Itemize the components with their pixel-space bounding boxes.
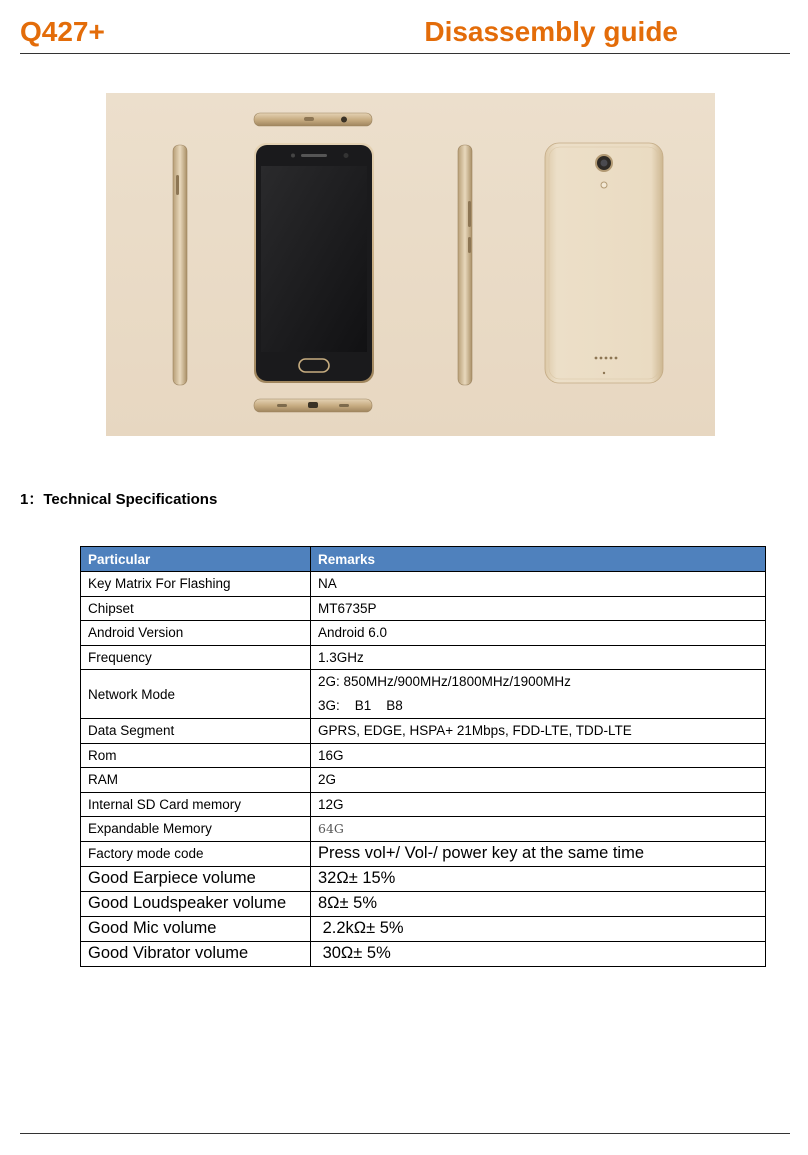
table-row	[81, 645, 766, 670]
phone-front-view	[254, 143, 374, 383]
network-3g-bands: 3G: B1 B8	[318, 698, 403, 713]
row-value: 8Ω± 5%	[311, 891, 766, 916]
section-separator: ：	[28, 491, 44, 508]
row-value: 64G	[311, 817, 766, 842]
product-photo	[106, 93, 715, 436]
row-value: NA	[311, 572, 766, 597]
section-heading	[20, 488, 217, 509]
column-header-particular: Particular	[81, 547, 311, 572]
row-value: 12G	[311, 792, 766, 817]
row-label: Good Earpiece volume	[81, 866, 311, 891]
row-label: Chipset	[81, 596, 311, 621]
row-value: Press vol+/ Vol-/ power key at the same time	[311, 841, 766, 866]
document-title: Disassembly guide	[424, 16, 678, 47]
row-value: MT6735P	[311, 596, 766, 621]
row-label: Data Segment	[81, 719, 311, 744]
row-label: RAM	[81, 768, 311, 793]
phone-top-edge-view	[254, 113, 372, 126]
table-row	[81, 841, 766, 866]
network-2g-bands: 2G: 850MHz/900MHz/1800MHz/1900MHz	[318, 674, 571, 689]
row-value: Android 6.0	[311, 621, 766, 646]
row-value: 32Ω± 15%	[311, 866, 766, 891]
phone-right-side-view	[458, 145, 472, 385]
table-row	[81, 866, 766, 891]
table-row	[81, 596, 766, 621]
table-row	[81, 572, 766, 597]
table-header-row	[81, 547, 766, 572]
row-label: Expandable Memory	[81, 817, 311, 842]
footer-divider	[20, 1133, 790, 1134]
row-value	[311, 670, 766, 719]
row-label: Frequency	[81, 645, 311, 670]
row-label: Rom	[81, 743, 311, 768]
row-label: Key Matrix For Flashing	[81, 572, 311, 597]
row-label: Internal SD Card memory	[81, 792, 311, 817]
table-row	[81, 817, 766, 842]
model-name: Q427+	[20, 16, 105, 47]
row-value: 2G	[311, 768, 766, 793]
column-header-remarks: Remarks	[311, 547, 766, 572]
table-row	[81, 743, 766, 768]
phone-back-view	[545, 143, 663, 383]
row-label: Android Version	[81, 621, 311, 646]
row-value: 1.3GHz	[311, 645, 766, 670]
specifications-table	[80, 546, 766, 967]
table-row	[81, 670, 766, 719]
row-value: 16G	[311, 743, 766, 768]
row-label: Factory mode code	[81, 841, 311, 866]
row-label: Good Mic volume	[81, 916, 311, 941]
table-row	[81, 621, 766, 646]
row-value: GPRS, EDGE, HSPA+ 21Mbps, FDD-LTE, TDD-LTE	[311, 719, 766, 744]
section-number: 1	[20, 491, 29, 508]
table-row	[81, 941, 766, 966]
row-label: Good Loudspeaker volume	[81, 891, 311, 916]
row-label: Good Vibrator volume	[81, 941, 311, 966]
table-row	[81, 891, 766, 916]
table-row	[81, 719, 766, 744]
table-row	[81, 792, 766, 817]
phone-left-side-view	[173, 145, 187, 385]
row-label: Network Mode	[81, 670, 311, 719]
phone-bottom-edge-view	[254, 399, 372, 412]
phone-views-illustration	[106, 93, 715, 436]
table-row	[81, 916, 766, 941]
table-row	[81, 768, 766, 793]
section-title: Technical Specifications	[43, 491, 218, 508]
row-value: 30Ω± 5%	[311, 941, 766, 966]
row-value: 2.2kΩ± 5%	[311, 916, 766, 941]
page-header	[20, 10, 790, 54]
